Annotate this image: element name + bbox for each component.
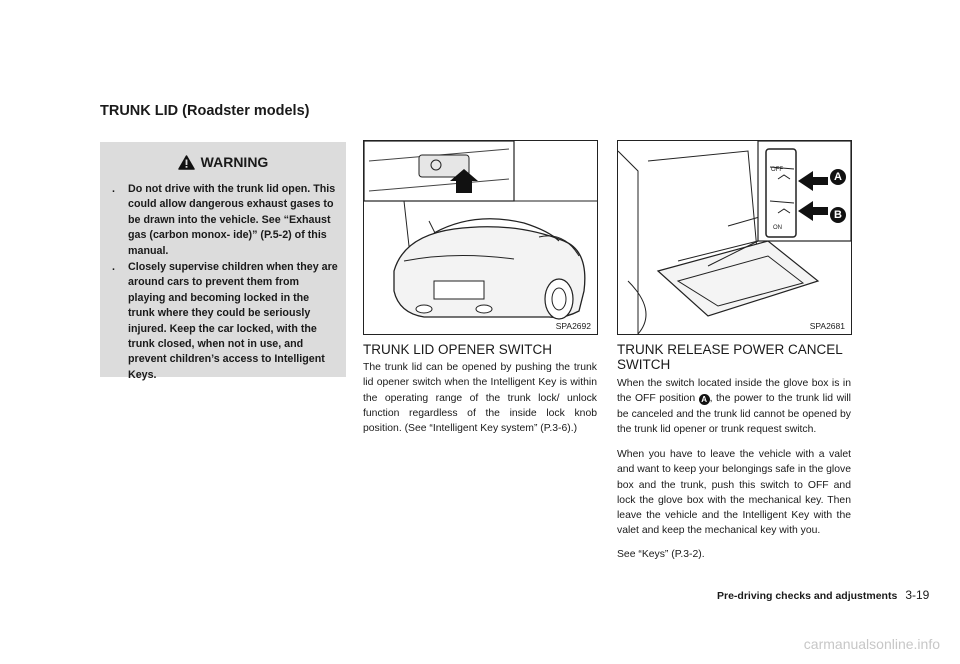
marker-a: A [699,394,710,405]
release-paragraph-3: See “Keys” (P.3-2). [617,549,705,560]
warning-heading-text: WARNING [200,154,269,170]
figure-code: SPA2681 [809,321,845,331]
switch-off-label: OFF [771,167,783,173]
warning-item: . Do not drive with the trunk lid open. This could allow dangerous exhaust gases to be drawn into the vehicle. See “Exhaust gas (carbon monox- ide)” (P.5-2) of this manual. [112,183,336,257]
release-paragraph-1: When the switch located inside the glove box is in the OFF position A , the power to the trunk lid will be canceled and the trunk lid cannot be opened by the trunk lid opener or trunk request switch. [617,378,851,435]
page-number: 3-19 [905,588,930,602]
warning-list [110,182,338,384]
opener-heading: TRUNK LID OPENER SWITCH [363,342,553,357]
warning-triangle-icon [178,155,195,170]
roadster-rear-illustration [364,141,597,334]
warning-item: . Closely supervise children when they are around cars to prevent them from playing and becoming locked in the trunk where they could be seriously injured. Keep the car locked, with the trunk closed, when not in use, and prevent children’s access to Intelligent Keys. [112,261,338,381]
release-heading: TRUNK RELEASE POWER CANCEL SWITCH [617,342,843,372]
callout-a: A [830,169,846,185]
glove-box-illustration [618,141,851,334]
opener-body: The trunk lid can be opened by pushing the trunk lid opener switch when the Intelligent Key is within the operating range of the trunk lock/ unlock function regardless of the inside lock knob position. (See “Intelligent Key system” (P.3-6).) [363,362,597,435]
figure-cancel-switch [617,140,852,335]
section-title: TRUNK LID (Roadster models) [100,103,310,119]
release-paragraph-2: When you have to leave the vehicle with a valet and want to keep your belongings safe in the glove box and the trunk, push this switch to OFF and lock the glove box with the mechanical key. Then leave the vehicle and the Intelligent Key with the valet and keep the mechanical key with you. [617,449,851,537]
page-footer [717,588,929,602]
watermark: carmanualsonline.info [803,636,940,652]
warning-heading [100,154,346,170]
figure-code: SPA2692 [555,321,591,331]
switch-on-label: ON [773,225,782,231]
chapter-title: Pre-driving checks and adjustments [717,590,898,602]
callout-b: B [830,207,846,223]
warning-box [100,142,346,381]
figure-trunk-opener [363,140,598,335]
